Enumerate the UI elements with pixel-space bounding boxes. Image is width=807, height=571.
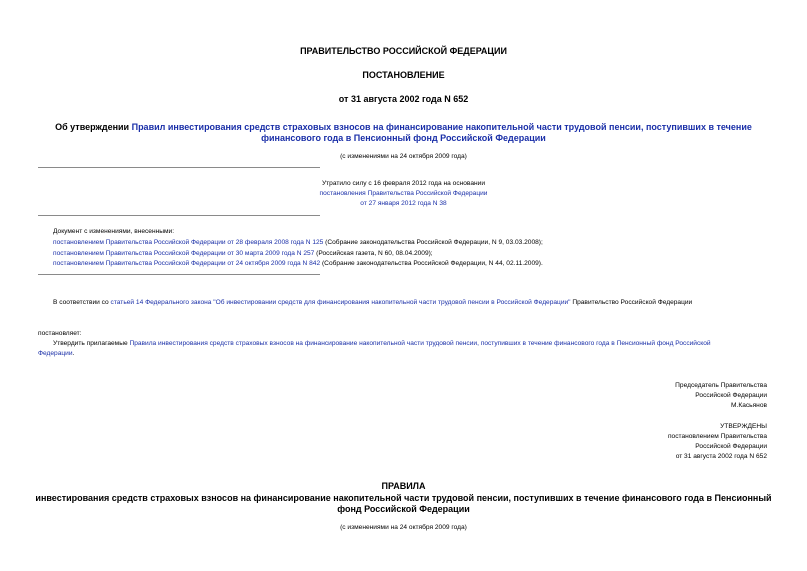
divider (38, 215, 320, 216)
signature-position: Председатель Правительства (675, 382, 767, 389)
rules-subtitle: инвестирования средств страховых взносов на финансирование накопительной части трудовой пенсии, поступивших в течение финансового года в Пенсионный (35, 493, 772, 503)
approval-paragraph-line2 (38, 350, 74, 357)
government-heading: ПРАВИТЕЛЬСТВО РОССИЙСКОЙ ФЕДЕРАЦИИ (300, 46, 507, 56)
signature-name: М.Касьянов (731, 402, 767, 409)
rules-title-link[interactable]: Правил инвестирования средств страховых взносов на финансирование накопительной части трудовой пенсии, поступивших в течение (131, 122, 752, 132)
change-decree-link[interactable]: постановлением Правительства Российской Федерации от 28 февраля 2008 года N 125 (53, 239, 324, 246)
federal-law-link[interactable]: статьей 14 Федерального закона "Об инвестировании средств для финансирования накопительной части трудовой пенсии в Российской Федерации" (110, 299, 571, 306)
document-type-heading: ПОСТАНОВЛЕНИЕ (362, 70, 445, 80)
document-title-line2 (0, 133, 807, 143)
approval-prefix: Утвердить прилагаемые (53, 340, 130, 347)
expired-decree-link-wrap (0, 190, 807, 197)
change-item (53, 239, 543, 246)
document-date-number: от 31 августа 2002 года N 652 (338, 94, 469, 104)
rules-title-link-continued[interactable]: финансового года в Пенсионный фонд Российской Федерации (261, 133, 546, 143)
rules-link[interactable]: Правила инвестирования средств страховых взносов на финансирование накопительной части трудовой пенсии, поступивших в течение финансового года в Пенсионный фонд Российской (129, 340, 711, 347)
expired-decree-date-link[interactable]: от 27 января 2012 года N 38 (360, 200, 447, 207)
expired-notice: Утратило силу с 16 февраля 2012 года на основании (321, 180, 486, 187)
document-title (0, 122, 807, 132)
approval-paragraph (53, 340, 711, 347)
preamble-suffix: Правительство Российской Федерации (570, 299, 693, 306)
approved-by: постановлением Правительства (667, 433, 767, 440)
changes-intro: Документ с изменениями, внесенными: (53, 228, 175, 235)
title-amendments-note: (с изменениями на 24 октября 2009 года) (340, 153, 467, 160)
expired-decree-link[interactable]: постановления Правительства Российской Федерации (319, 190, 488, 197)
preamble-prefix: В соответствии со (53, 299, 111, 306)
approved-date: от 31 августа 2002 года N 652 (675, 453, 767, 460)
change-decree-link[interactable]: постановлением Правительства Российской Федерации от 30 марта 2009 года N 257 (53, 250, 315, 257)
decides-text: постановляет: (38, 330, 82, 337)
approval-suffix: . (72, 350, 75, 357)
change-source: (Собрание законодательства Российской Федерации, N 9, 03.03.2008); (323, 239, 543, 246)
rules-link-continued[interactable]: Федерации (38, 350, 73, 357)
rules-subtitle-line2: фонд Российской Федерации (337, 504, 470, 514)
change-item (53, 260, 543, 267)
rules-heading: ПРАВИЛА (381, 481, 426, 491)
signature-country: Российской Федерации (695, 392, 767, 399)
title-prefix: Об утверждении (55, 122, 132, 132)
change-decree-link[interactable]: постановлением Правительства Российской Федерации от 24 октября 2009 года N 842 (53, 260, 321, 267)
change-source: (Собрание законодательства Российской Федерации, N 44, 02.11.2009). (320, 260, 543, 267)
change-item (53, 250, 433, 257)
approved-country: Российской Федерации (695, 443, 767, 450)
approved-label: УТВЕРЖДЕНЫ (720, 423, 767, 430)
divider (38, 167, 320, 168)
divider (38, 274, 320, 275)
preamble-paragraph (53, 299, 692, 306)
rules-amendments-note: (с изменениями на 24 октября 2009 года) (340, 524, 467, 531)
expired-decree-link-wrap-2 (0, 200, 807, 207)
change-source: (Российская газета, N 60, 08.04.2009); (314, 250, 433, 257)
